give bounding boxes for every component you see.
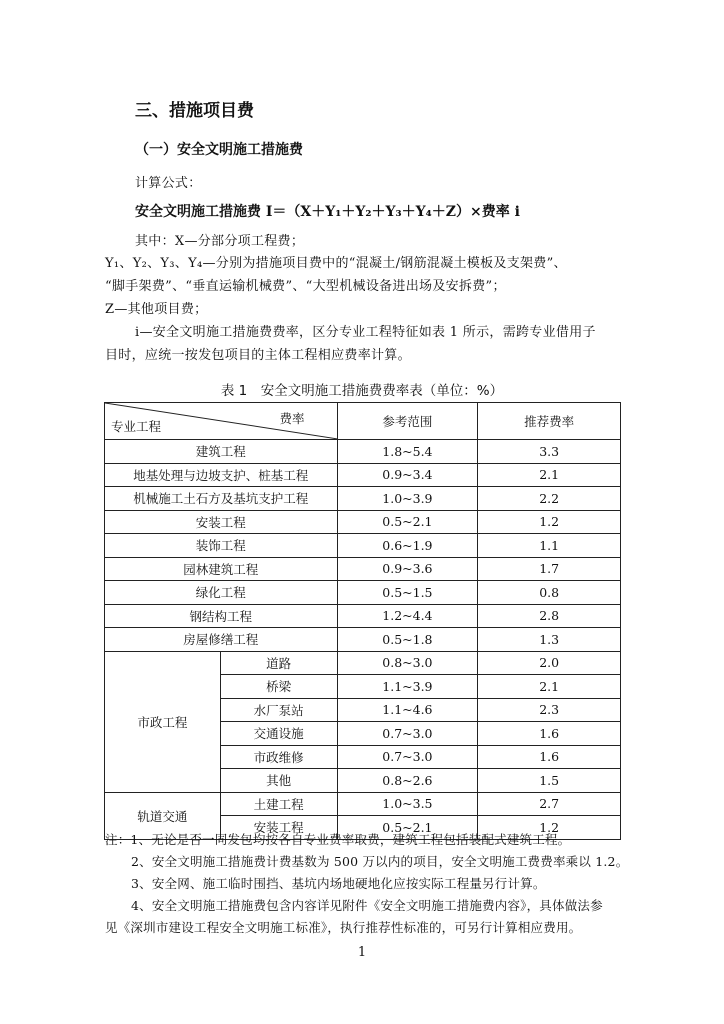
sub-item-cell: 桥梁: [220, 675, 337, 699]
project-name-cell: 装饰工程: [105, 534, 338, 558]
table-row: [105, 581, 621, 605]
rate-cell: 1.6: [478, 745, 621, 769]
range-cell: 0.5~1.8: [337, 628, 478, 652]
project-name-cell: 安装工程: [105, 510, 338, 534]
rate-cell: 1.3: [478, 628, 621, 652]
sub-item-cell: 安装工程: [220, 816, 337, 840]
range-cell: 0.8~3.0: [337, 651, 478, 675]
range-cell: 1.2~4.4: [337, 604, 478, 628]
range-cell: 1.0~3.5: [337, 792, 478, 816]
calc-label: 计算公式：: [135, 176, 202, 191]
table-row: [105, 534, 621, 558]
header-left-label: 专业工程: [111, 419, 162, 434]
header-right-label: 费率: [279, 411, 305, 426]
table-row: [105, 604, 621, 628]
group-name-cell: 市政工程: [105, 651, 221, 792]
rate-cell: 1.5: [478, 769, 621, 793]
rate-cell: 2.3: [478, 698, 621, 722]
table-header-row: [105, 403, 621, 440]
header-rate: 推荐费率: [478, 403, 621, 440]
definition-y-line1: Y₁、Y₂、Y₃、Y₄—分别为措施项目费中的“混凝土/钢筋混凝土模板及支架费”、: [105, 256, 567, 271]
rate-cell: 3.3: [478, 440, 621, 464]
note-1: 注：1、无论是否一同发包均按各自专业费率取费，建筑工程包括装配式建筑工程。: [105, 832, 571, 847]
sub-item-cell: 道路: [220, 651, 337, 675]
note-4-line2: 见《深圳市建设工程安全文明施工标准》，执行推荐性标准的，可另行计算相应费用。: [105, 920, 582, 935]
rate-cell: 2.8: [478, 604, 621, 628]
project-name-cell: 地基处理与边坡支护、桩基工程: [105, 463, 338, 487]
rate-table: [104, 402, 621, 840]
project-name-cell: 绿化工程: [105, 581, 338, 605]
definition-y-line2: “脚手架费”、“垂直运输机械费”、“大型机械设备进出场及安拆费”；: [105, 279, 506, 294]
definition-x: 其中：X—分部分项工程费；: [135, 234, 305, 249]
project-name-cell: 建筑工程: [105, 440, 338, 464]
header-diagonal-cell: [105, 403, 338, 440]
header-range: 参考范围: [337, 403, 478, 440]
table-row: [105, 463, 621, 487]
sub-item-cell: 其他: [220, 769, 337, 793]
table-row: [105, 487, 621, 511]
range-cell: 1.1~4.6: [337, 698, 478, 722]
page-number: 1: [357, 945, 367, 960]
rate-cell: 2.0: [478, 651, 621, 675]
table-row: [105, 792, 621, 816]
note-2: 2、安全文明施工措施费计费基数为 500 万以内的项目，安全文明施工费费率乘以 1.2。: [131, 854, 629, 869]
group-name-cell: 轨道交通: [105, 792, 221, 839]
range-cell: 0.5~2.1: [337, 510, 478, 534]
range-cell: 0.9~3.4: [337, 463, 478, 487]
sub-item-cell: 土建工程: [220, 792, 337, 816]
sub-item-cell: 水厂泵站: [220, 698, 337, 722]
range-cell: 0.6~1.9: [337, 534, 478, 558]
rate-cell: 1.6: [478, 722, 621, 746]
subsection-heading: （一）安全文明施工措施费: [135, 142, 303, 158]
range-cell: 1.8~5.4: [337, 440, 478, 464]
range-cell: 0.5~2.1: [337, 816, 478, 840]
rate-cell: 1.2: [478, 510, 621, 534]
table-row: [105, 628, 621, 652]
rate-cell: 2.2: [478, 487, 621, 511]
rate-cell: 2.1: [478, 463, 621, 487]
range-cell: 0.9~3.6: [337, 557, 478, 581]
range-cell: 1.0~3.9: [337, 487, 478, 511]
sub-item-cell: 市政维修: [220, 745, 337, 769]
section-heading: 三、措施项目费: [135, 101, 254, 121]
formula: 安全文明施工措施费 I＝（X＋Y₁＋Y₂＋Y₃＋Y₄＋Z）×费率 i: [135, 204, 520, 220]
range-cell: 0.5~1.5: [337, 581, 478, 605]
project-name-cell: 房屋修缮工程: [105, 628, 338, 652]
rate-cell: 2.7: [478, 792, 621, 816]
sub-item-cell: 交通设施: [220, 722, 337, 746]
rate-cell: 1.2: [478, 816, 621, 840]
definition-i-line2: 目时，应统一按发包项目的主体工程相应费率计算。: [105, 348, 411, 363]
project-name-cell: 钢结构工程: [105, 604, 338, 628]
rate-cell: 2.1: [478, 675, 621, 699]
table-row: [105, 557, 621, 581]
rate-cell: 0.8: [478, 581, 621, 605]
table-caption: 表 1 安全文明施工措施费费率表（单位：%）: [220, 383, 504, 399]
range-cell: 0.7~3.0: [337, 745, 478, 769]
rate-cell: 1.1: [478, 534, 621, 558]
range-cell: 0.7~3.0: [337, 722, 478, 746]
note-4-line1: 4、安全文明施工措施费包含内容详见附件《安全文明施工措施费内容》，具体做法参: [131, 898, 603, 913]
project-name-cell: 园林建筑工程: [105, 557, 338, 581]
range-cell: 0.8~2.6: [337, 769, 478, 793]
range-cell: 1.1~3.9: [337, 675, 478, 699]
table-row: [105, 440, 621, 464]
table-row: [105, 510, 621, 534]
definition-z: Z—其他项目费；: [105, 302, 208, 317]
rate-cell: 1.7: [478, 557, 621, 581]
note-3: 3、安全网、施工临时围挡、基坑内场地硬地化应按实际工程量另行计算。: [131, 876, 546, 891]
table-row: [105, 651, 621, 675]
project-name-cell: 机械施工土石方及基坑支护工程: [105, 487, 338, 511]
definition-i-line1: i—安全文明施工措施费费率，区分专业工程特征如表 1 所示，需跨专业借用子: [135, 325, 596, 340]
